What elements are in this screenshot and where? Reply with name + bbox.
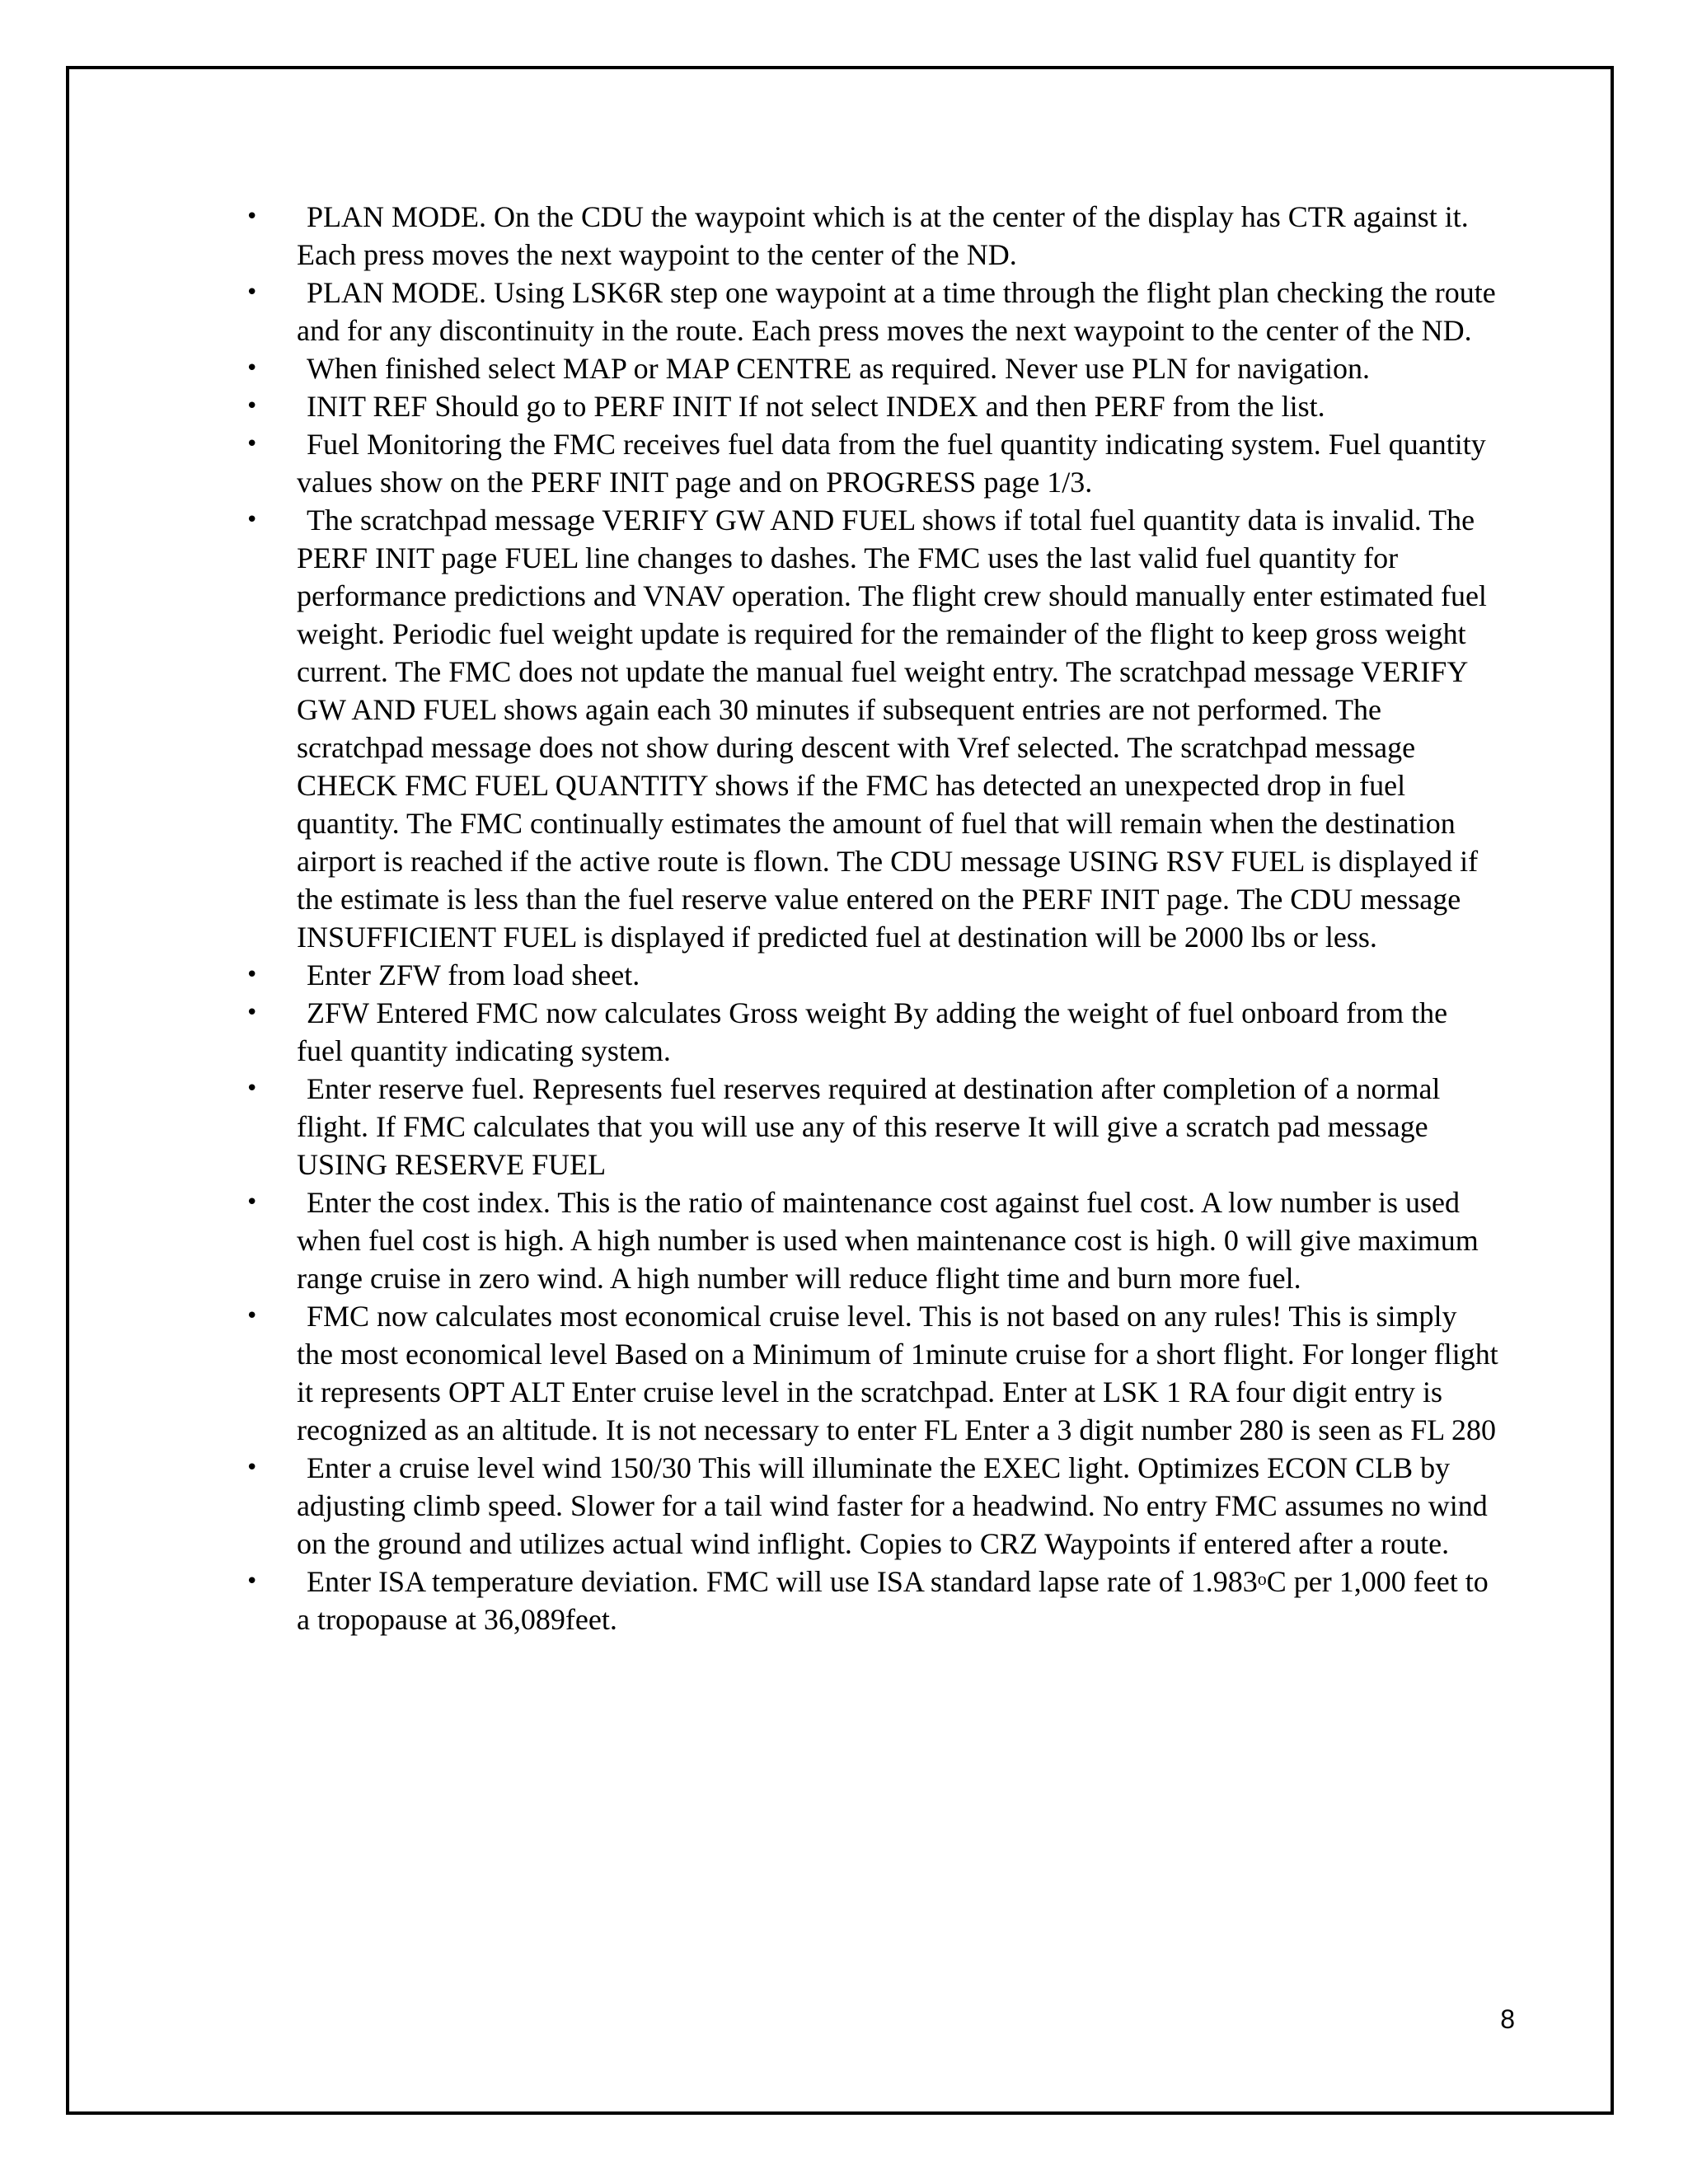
- list-item-text: Enter ZFW from load sheet.: [307, 958, 640, 991]
- bullet-icon: •: [246, 1076, 259, 1101]
- list-item: [231, 1070, 1500, 1183]
- document-body: [231, 198, 1500, 1638]
- list-item-text: Fuel Monitoring the FMC receives fuel data from the fuel quantity indicating system. Fuel quantity values show on the PERF INIT page and on PROGRESS page 1/3.: [297, 428, 1486, 499]
- list-item-text: [297, 1563, 1500, 1638]
- bullet-icon: •: [246, 356, 259, 381]
- bullet-list: [231, 198, 1500, 1638]
- list-item-text: PLAN MODE. Using LSK6R step one waypoint at a time through the flight plan checking the route and for any discontinuity in the route. Each press moves the next waypoint to the center of the ND.: [297, 276, 1496, 347]
- bullet-icon: •: [246, 1001, 259, 1025]
- bullet-icon: •: [246, 432, 259, 457]
- list-item-text: INIT REF Should go to PERF INIT If not select INDEX and then PERF from the list.: [307, 390, 1325, 423]
- list-item-text: When finished select MAP or MAP CENTRE as required. Never use PLN for navigation.: [307, 352, 1371, 385]
- isa-text-before: Enter ISA temperature deviation. FMC will use ISA standard lapse rate of 1.983: [307, 1565, 1258, 1598]
- list-item: [231, 956, 1500, 994]
- list-item: [231, 1297, 1500, 1449]
- bullet-icon: •: [246, 1190, 259, 1215]
- list-item: [231, 1183, 1500, 1297]
- list-item: [231, 1449, 1500, 1563]
- isa-text-after: C per 1,000 feet to a tropopause at 36,089feet.: [297, 1565, 1489, 1636]
- bullet-icon: •: [246, 508, 259, 532]
- list-item: [231, 274, 1500, 349]
- list-item: [231, 349, 1500, 387]
- list-item: [231, 198, 1500, 274]
- bullet-icon: •: [246, 1304, 259, 1329]
- bullet-icon: •: [246, 1569, 259, 1594]
- bullet-icon: •: [246, 204, 259, 229]
- list-item-text: The scratchpad message VERIFY GW AND FUEL shows if total fuel quantity data is invalid. The PERF INIT page FUEL line changes to dashes. The FMC uses the last valid fuel quantity for performance predictions and VNAV operation. The flight crew should manually enter estimated fuel weight. Periodic fuel weight update is required for the remainder of the flight to keep gross weight current. The FMC does not update the manual fuel weight entry. The scratchpad message VERIFY GW AND FUEL shows again each 30 minutes if subsequent entries are not performed. The scratchpad message does not show during descent with Vref selected. The scratchpad message CHECK FMC FUEL QUANTITY shows if the FMC has detected an unexpected drop in fuel quantity. The FMC continually estimates the amount of fuel that will remain when the destination airport is reached if the active route is flown. The CDU message USING RSV FUEL is displayed if the estimate is less than the fuel reserve value entered on the PERF INIT page. The CDU message INSUFFICIENT FUEL is displayed if predicted fuel at destination will be 2000 lbs or less.: [297, 504, 1487, 954]
- list-item-text: Enter the cost index. This is the ratio of maintenance cost against fuel cost. A low number is used when fuel cost is high. A high number is used when maintenance cost is high. 0 will give maximum range cruise in zero wind. A high number will reduce flight time and burn more fuel.: [297, 1186, 1479, 1295]
- page-number: 8: [1500, 2004, 1515, 2034]
- degree-superscript: o: [1257, 1568, 1267, 1589]
- bullet-icon: •: [246, 394, 259, 419]
- list-item-text: PLAN MODE. On the CDU the waypoint which is at the center of the display has CTR against it. Each press moves the next waypoint to the center of the ND.: [297, 200, 1469, 271]
- list-item-text: Enter a cruise level wind 150/30 This will illuminate the EXEC light. Optimizes ECON CLB by adjusting climb speed. Slower for a tail wind faster for a headwind. No entry FMC assumes no wind on the ground and utilizes actual wind inflight. Copies to CRZ Waypoints if entered after a route.: [297, 1451, 1488, 1560]
- bullet-icon: •: [246, 1455, 259, 1480]
- bullet-icon: •: [246, 280, 259, 305]
- list-item-text: FMC now calculates most economical cruise level. This is not based on any rules! This is simply the most economical level Based on a Minimum of 1minute cruise for a short flight. For longer flight it represents OPT ALT Enter cruise level in the scratchpad. Enter at LSK 1 RA four digit entry is recognized as an altitude. It is not necessary to enter FL Enter a 3 digit number 280 is seen as FL 280: [297, 1300, 1498, 1446]
- list-item-text: ZFW Entered FMC now calculates Gross weight By adding the weight of fuel onboard from the fuel quantity indicating system.: [297, 996, 1448, 1067]
- list-item: [231, 425, 1500, 501]
- bullet-icon: •: [246, 963, 259, 987]
- list-item-text: Enter reserve fuel. Represents fuel reserves required at destination after completion of a normal flight. If FMC calculates that you will use any of this reserve It will give a scratch pad message USING RESERVE FUEL: [297, 1072, 1441, 1181]
- list-item: [231, 1563, 1500, 1638]
- list-item: [231, 994, 1500, 1070]
- list-item: [231, 387, 1500, 425]
- list-item: [231, 501, 1500, 956]
